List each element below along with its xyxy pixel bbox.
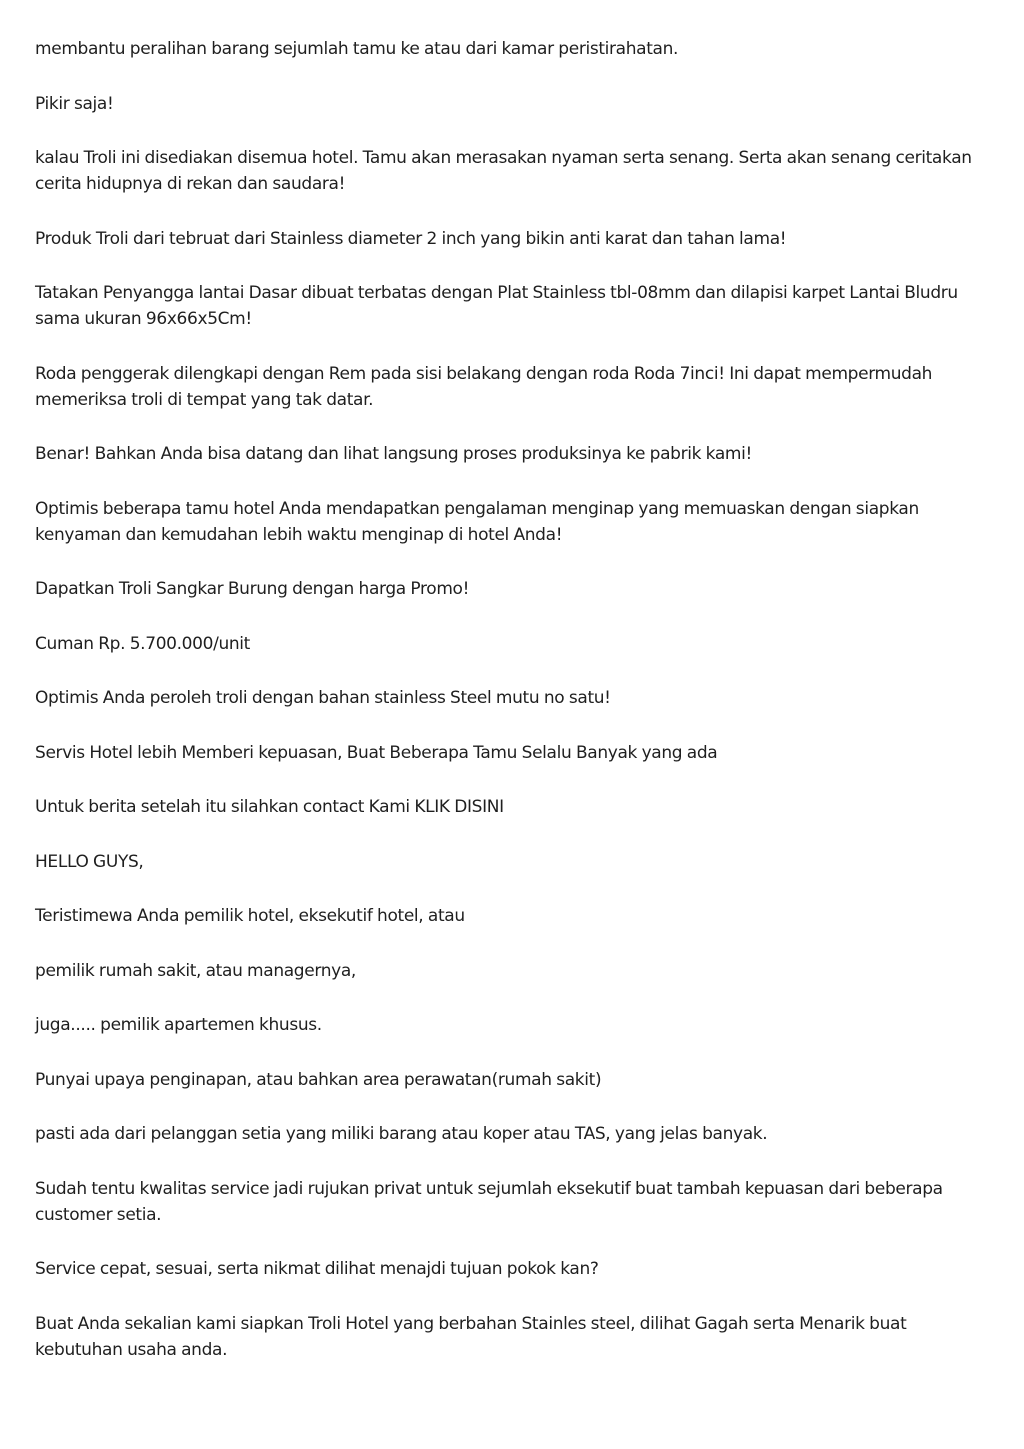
paragraph-intro: membantu peralihan barang sejumlah tamu ke atau dari kamar peristirahatan. [35,39,679,59]
paragraph-apartemen: juga..... pemilik apartemen khusus. [35,1015,322,1035]
paragraph-hello-guys: HELLO GUYS, [35,851,144,872]
paragraph-pelanggan: pasti ada dari pelanggan setia yang miliki barang atau koper atau TAS, yang jelas banyak. [35,1124,768,1144]
paragraph-closing: Buat Anda sekalian kami siapkan Troli Hotel yang berbahan Stainles steel, dilihat Gagah serta Menarik buat kebutuhan usaha anda. [35,1313,907,1360]
paragraph-pikir-saja: Pikir saja! [35,93,114,114]
paragraph-rumah-sakit: pemilik rumah sakit, atau managernya, [35,960,356,981]
paragraph-tatakan: Tatakan Penyangga lantai Dasar dibuat terbatas dengan Plat Stainless tbl-08mm dan dilapisi karpet Lantai Bludru sama ukuran 96x66x5Cm! [35,283,958,329]
paragraph-stainless-mutu: Optimis Anda peroleh troli dengan bahan stainless Steel mutu no satu! [35,688,611,708]
paragraph-produk-troli: Produk Troli dari tebruat dari Stainless diameter 2 inch yang bikin anti karat dan tahan lama! [35,228,787,249]
paragraph-roda: Roda penggerak dilengkapi dengan Rem pada sisi belakang dengan roda Roda 7inci! Ini dapat mempermudah memeriksa troli di tempat yang tak datar. [35,363,933,410]
paragraph-pemilik-hotel: Teristimewa Anda pemilik hotel, eksekutif hotel, atau [35,906,465,926]
paragraph-promo: Dapatkan Troli Sangkar Burung dengan harga Promo! [35,579,470,599]
paragraph-optimis-tamu: Optimis beberapa tamu hotel Anda mendapatkan pengalaman menginap yang memuaskan dengan siapkan kenyaman dan kemudahan lebih waktu menginap di hotel Anda! [35,498,919,545]
paragraph-servis-hotel: Servis Hotel lebih Memberi kepuasan, Buat Beberapa Tamu Selalu Banyak yang ada [35,742,718,763]
paragraph-troli-hotel: kalau Troli ini disediakan disemua hotel. Tamu akan merasakan nyaman serta senang. Serta akan senang ceritakan cerita hidupnya di rekan dan saudara! [35,148,972,194]
paragraph-pabrik: Benar! Bahkan Anda bisa datang dan lihat langsung proses produksinya ke pabrik kami! [35,444,752,464]
document-body [35,36,995,1363]
paragraph-price: Cuman Rp. 5.700.000/unit [35,633,250,654]
paragraph-contact: Untuk berita setelah itu silahkan contact Kami KLIK DISINI [35,797,504,817]
paragraph-kwalitas: Sudah tentu kwalitas service jadi rujukan privat untuk sejumlah eksekutif buat tambah kepuasan dari beberapa customer setia. [35,1178,943,1225]
paragraph-penginapan: Punyai upaya penginapan, atau bahkan area perawatan(rumah sakit) [35,1069,602,1090]
paragraph-service-cepat: Service cepat, sesuai, serta nikmat dilihat menajdi tujuan pokok kan? [35,1259,599,1279]
